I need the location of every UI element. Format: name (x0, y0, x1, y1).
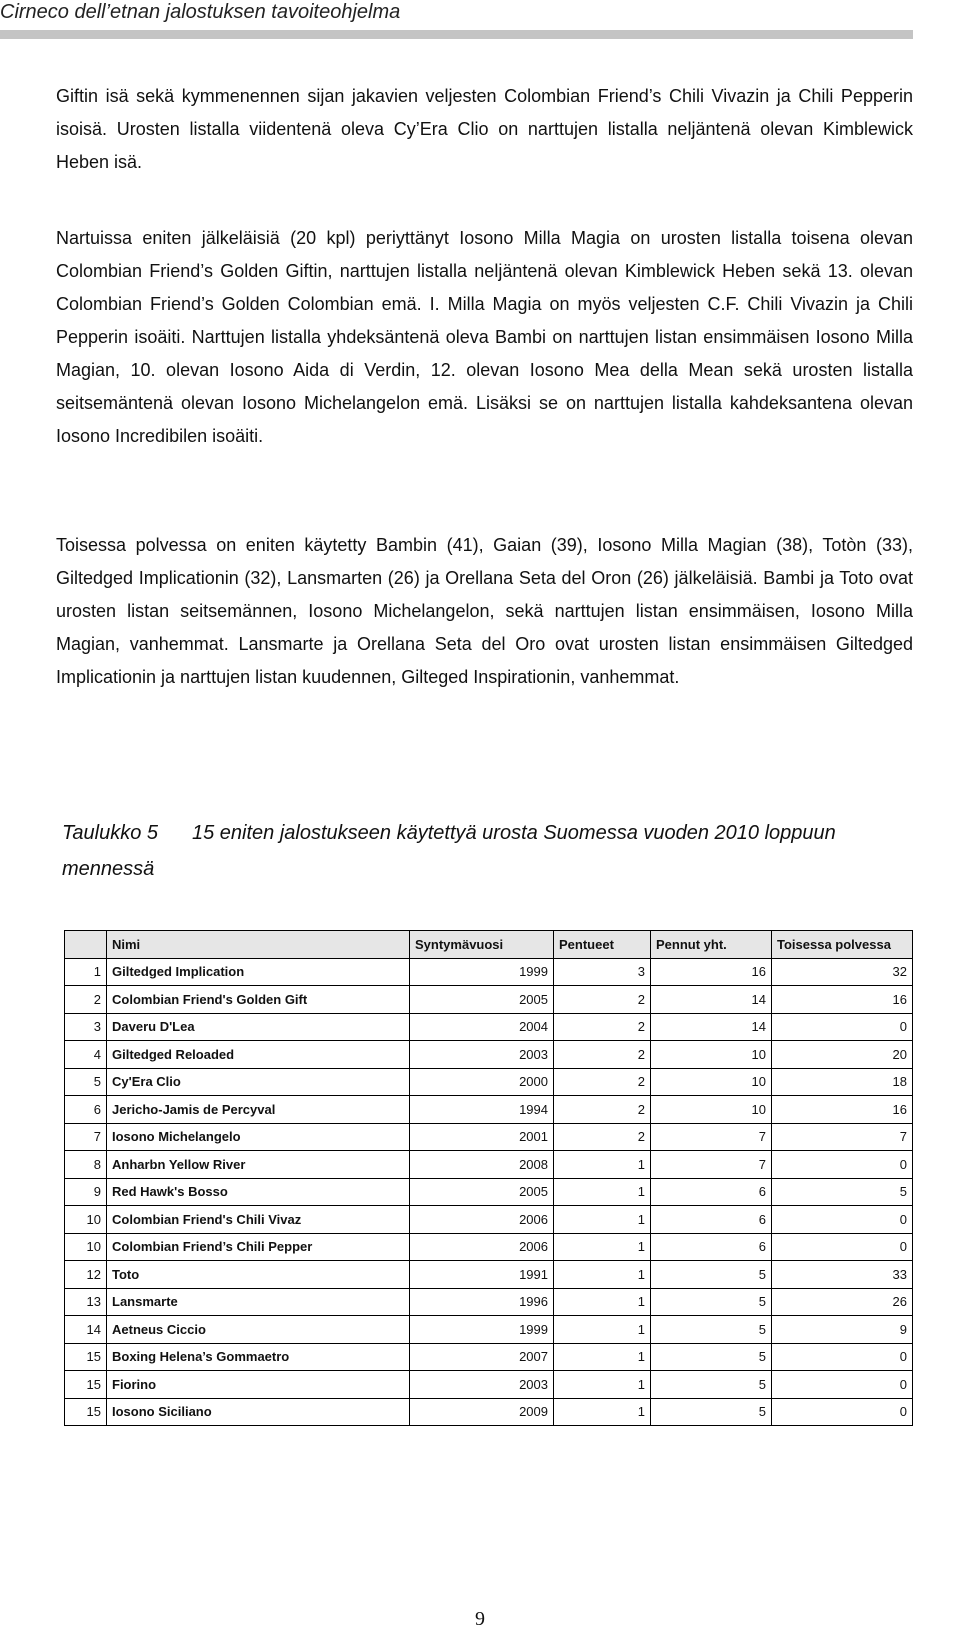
cell-litters: 1 (554, 1288, 651, 1316)
cell-puppies-total: 5 (651, 1316, 772, 1344)
cell-name: Colombian Friend’s Chili Pepper (107, 1233, 410, 1261)
cell-rank: 9 (65, 1178, 107, 1206)
cell-name: Colombian Friend's Chili Vivaz (107, 1206, 410, 1234)
cell-rank: 14 (65, 1316, 107, 1344)
cell-rank: 4 (65, 1041, 107, 1069)
cell-litters: 1 (554, 1261, 651, 1289)
cell-name: Colombian Friend's Golden Gift (107, 986, 410, 1014)
cell-birth-year: 2004 (410, 1013, 554, 1041)
table-caption (62, 815, 922, 887)
cell-birth-year: 2009 (410, 1398, 554, 1426)
header-puppies-total: Pennut yht. (651, 931, 772, 959)
header-birth-year: Syntymävuosi (410, 931, 554, 959)
page-number: 9 (475, 1608, 485, 1630)
cell-puppies-total: 10 (651, 1096, 772, 1124)
cell-rank: 10 (65, 1206, 107, 1234)
table-row (65, 1316, 913, 1344)
cell-name: Iosono Michelangelo (107, 1123, 410, 1151)
cell-rank: 15 (65, 1398, 107, 1426)
cell-rank: 6 (65, 1096, 107, 1124)
table-row (65, 958, 913, 986)
table-caption-label: Taulukko 5 (62, 822, 158, 844)
cell-birth-year: 2007 (410, 1343, 554, 1371)
table-row (65, 1013, 913, 1041)
cell-birth-year: 2005 (410, 986, 554, 1014)
cell-second-generation: 0 (772, 1371, 913, 1399)
cell-second-generation: 0 (772, 1206, 913, 1234)
cell-second-generation: 9 (772, 1316, 913, 1344)
cell-name: Giltedged Implication (107, 958, 410, 986)
cell-second-generation: 26 (772, 1288, 913, 1316)
table-row (65, 1068, 913, 1096)
cell-puppies-total: 5 (651, 1398, 772, 1426)
cell-puppies-total: 6 (651, 1233, 772, 1261)
table-row (65, 1178, 913, 1206)
cell-birth-year: 1999 (410, 958, 554, 986)
cell-name: Fiorino (107, 1371, 410, 1399)
cell-litters: 2 (554, 986, 651, 1014)
table-row (65, 1261, 913, 1289)
cell-litters: 2 (554, 1041, 651, 1069)
cell-second-generation: 0 (772, 1013, 913, 1041)
cell-puppies-total: 10 (651, 1041, 772, 1069)
cell-second-generation: 18 (772, 1068, 913, 1096)
cell-name: Iosono Siciliano (107, 1398, 410, 1426)
cell-second-generation: 16 (772, 986, 913, 1014)
cell-puppies-total: 14 (651, 1013, 772, 1041)
cell-rank: 2 (65, 986, 107, 1014)
cell-puppies-total: 14 (651, 986, 772, 1014)
cell-litters: 1 (554, 1233, 651, 1261)
table-row (65, 1123, 913, 1151)
cell-birth-year: 1996 (410, 1288, 554, 1316)
cell-name: Red Hawk's Bosso (107, 1178, 410, 1206)
table-row (65, 1096, 913, 1124)
table-row (65, 1398, 913, 1426)
cell-puppies-total: 5 (651, 1288, 772, 1316)
cell-second-generation: 20 (772, 1041, 913, 1069)
cell-litters: 2 (554, 1068, 651, 1096)
cell-rank: 5 (65, 1068, 107, 1096)
cell-name: Lansmarte (107, 1288, 410, 1316)
paragraph-1: Giftin isä sekä kymmenennen sijan jakavien veljesten Colombian Friend’s Chili Vivazin ja Chili Pepperin isoisä. Urosten listalla viidentenä oleva Cy’Era Clio on narttujen listalla neljäntenä olevan Kimblewick Heben isä. (56, 86, 913, 172)
cell-litters: 3 (554, 958, 651, 986)
table-row (65, 986, 913, 1014)
header-name: Nimi (107, 931, 410, 959)
cell-litters: 1 (554, 1178, 651, 1206)
table-row (65, 1343, 913, 1371)
cell-second-generation: 32 (772, 958, 913, 986)
cell-rank: 15 (65, 1343, 107, 1371)
cell-rank: 15 (65, 1371, 107, 1399)
header-rule (0, 30, 913, 39)
cell-birth-year: 2001 (410, 1123, 554, 1151)
running-header-title: Cirneco dell’etnan jalostuksen tavoiteohjelma (0, 1, 401, 23)
cell-birth-year: 1999 (410, 1316, 554, 1344)
cell-rank: 1 (65, 958, 107, 986)
cell-second-generation: 0 (772, 1151, 913, 1179)
cell-litters: 1 (554, 1371, 651, 1399)
cell-birth-year: 2006 (410, 1206, 554, 1234)
cell-rank: 13 (65, 1288, 107, 1316)
cell-birth-year: 2008 (410, 1151, 554, 1179)
cell-litters: 2 (554, 1096, 651, 1124)
cell-litters: 1 (554, 1316, 651, 1344)
cell-puppies-total: 6 (651, 1206, 772, 1234)
table-row (65, 1371, 913, 1399)
cell-name: Jericho-Jamis de Percyval (107, 1096, 410, 1124)
paragraph-2: Nartuissa eniten jälkeläisiä (20 kpl) periyttänyt Iosono Milla Magia on urosten listalla toisena olevan Colombian Friend’s Golden Giftin, narttujen listalla neljäntenä olevan Kimblewick Heben sekä 13. olevan Colombian Friend’s Golden Colombian emä. I. Milla Magia on myös veljesten C.F. Chili Vivazin ja Chili Pepperin isoäiti. Narttujen listalla yhdeksäntenä oleva Bambi on narttujen listan ensimmäisen Iosono Milla Magian, 10. olevan Iosono Aida di Verdin, 12. olevan Iosono Mea della Mean sekä urosten listalla seitsemäntenä olevan Iosono Michelangelon emä. Lisäksi se on narttujen listalla kahdeksantena olevan Iosono Incredibilen isoäiti. (56, 228, 913, 446)
table-header-row (65, 931, 913, 959)
cell-second-generation: 5 (772, 1178, 913, 1206)
cell-second-generation: 33 (772, 1261, 913, 1289)
cell-second-generation: 7 (772, 1123, 913, 1151)
cell-birth-year: 2003 (410, 1041, 554, 1069)
cell-litters: 2 (554, 1123, 651, 1151)
cell-birth-year: 2000 (410, 1068, 554, 1096)
cell-name: Anharbn Yellow River (107, 1151, 410, 1179)
cell-rank: 12 (65, 1261, 107, 1289)
cell-second-generation: 0 (772, 1398, 913, 1426)
table-row (65, 1151, 913, 1179)
header-second-generation: Toisessa polvessa (772, 931, 913, 959)
cell-name: Giltedged Reloaded (107, 1041, 410, 1069)
cell-puppies-total: 5 (651, 1371, 772, 1399)
cell-name: Boxing Helena’s Gommaetro (107, 1343, 410, 1371)
table-caption-text: 15 eniten jalostukseen käytettyä urosta Suomessa vuoden 2010 loppuun mennessä (62, 822, 836, 880)
cell-rank: 10 (65, 1233, 107, 1261)
cell-rank: 3 (65, 1013, 107, 1041)
cell-name: Daveru D'Lea (107, 1013, 410, 1041)
header-rank (65, 931, 107, 959)
cell-name: Aetneus Ciccio (107, 1316, 410, 1344)
paragraph-3: Toisessa polvessa on eniten käytetty Bambin (41), Gaian (39), Iosono Milla Magian (38), Totòn (33), Giltedged Implicationin (32), Lansmarten (26) ja Orellana Seta del Oron (26) jälkeläisiä. Bambi ja Toto ovat urosten listan seitsemännen, Iosono Michelangelon, sekä narttujen listan ensimmäisen, Iosono Milla Magian, vanhemmat. Lansmarte ja Orellana Seta del Oro ovat urosten listan ensimmäisen Giltedged Implicationin ja narttujen listan kuudennen, Gilteged Inspirationin, vanhemmat. (56, 535, 913, 687)
cell-name: Toto (107, 1261, 410, 1289)
cell-birth-year: 2006 (410, 1233, 554, 1261)
cell-rank: 8 (65, 1151, 107, 1179)
cell-puppies-total: 7 (651, 1123, 772, 1151)
table-row (65, 1041, 913, 1069)
cell-litters: 2 (554, 1013, 651, 1041)
sires-table (64, 930, 913, 1426)
cell-litters: 1 (554, 1398, 651, 1426)
cell-second-generation: 0 (772, 1343, 913, 1371)
table-row (65, 1233, 913, 1261)
cell-litters: 1 (554, 1206, 651, 1234)
cell-birth-year: 2005 (410, 1178, 554, 1206)
header-litters: Pentueet (554, 931, 651, 959)
cell-name: Cy'Era Clio (107, 1068, 410, 1096)
table-row (65, 1288, 913, 1316)
cell-puppies-total: 10 (651, 1068, 772, 1096)
cell-birth-year: 1994 (410, 1096, 554, 1124)
cell-litters: 1 (554, 1343, 651, 1371)
cell-puppies-total: 6 (651, 1178, 772, 1206)
table-row (65, 1206, 913, 1234)
cell-birth-year: 2003 (410, 1371, 554, 1399)
cell-birth-year: 1991 (410, 1261, 554, 1289)
cell-puppies-total: 5 (651, 1261, 772, 1289)
cell-rank: 7 (65, 1123, 107, 1151)
cell-second-generation: 16 (772, 1096, 913, 1124)
cell-second-generation: 0 (772, 1233, 913, 1261)
cell-puppies-total: 7 (651, 1151, 772, 1179)
cell-puppies-total: 16 (651, 958, 772, 986)
cell-puppies-total: 5 (651, 1343, 772, 1371)
cell-litters: 1 (554, 1151, 651, 1179)
